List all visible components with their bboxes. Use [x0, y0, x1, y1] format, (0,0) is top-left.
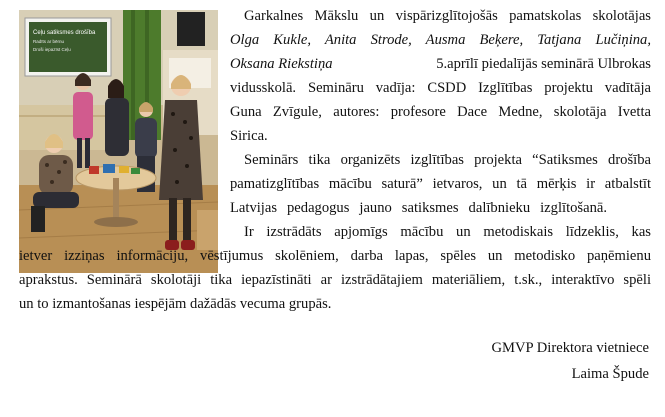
p3-line-1: Ir izstrādāts apjomīgs mācību un metodiskais līdzeklis, kas [244, 224, 651, 240]
p2-line-2: pamatizglītības mācību saturā” ietvaros, un tā mērķis ir atbalstīt [230, 176, 651, 192]
p1-line-5: Guna Zvīgule, autores: profesore Dace Medne, skolotāja Ivetta [230, 104, 651, 120]
p1-line-3-name: Oksana Riekstiņa [230, 56, 333, 72]
p1-line-3-rest: 5.aprīlī piedalījās seminārā Ulbrokas [436, 56, 651, 72]
p1-line-4: vidusskolā. Semināru vadīja: CSDD Izglītības projektu vadītāja [230, 80, 651, 96]
p2-line-3: Latvijas pedagogus jauno satiksmes dalībnieku izglītošanā. [230, 200, 607, 216]
p3-line-4: un to izmantošanas iespējām dažādās vecuma grupās. [19, 296, 332, 312]
poster-line-3: Droši iepazīst Ceļu [33, 47, 71, 52]
p1-line-6: Sirica. [230, 128, 268, 144]
p1-line-1: Garkalnes Mākslu un vispārizglītojošās pamatskolas skolotājas [244, 8, 651, 24]
p1-line-2-names: Olga Kukle, Anita Strode, Ausma Beķere, Tatjana Lučiņina, [230, 32, 651, 48]
p2-line-1: Seminārs tika organizēts izglītības projekta “Satiksmes drošība [244, 152, 651, 168]
poster-line-1: Ceļu satiksmes drošība [33, 30, 96, 36]
p1-line-3 [230, 52, 651, 76]
p1-line-2 [230, 28, 651, 52]
poster-line-2: Radīts ar bērnu [33, 39, 65, 44]
signature-name: Laima Špude [571, 366, 649, 382]
p3-line-3: aprakstus. Seminārā skolotāji tika iepazīstināti ar izstrādātajiem materiāliem, t.sk., interaktīvo spēli [19, 272, 651, 288]
signature-title: GMVP Direktora vietniece [491, 340, 649, 356]
p3-line-2: ietver izziņas informāciju, vēstījumus skolēniem, darba lapas, spēles un metodisko paņēmienu [19, 248, 651, 264]
